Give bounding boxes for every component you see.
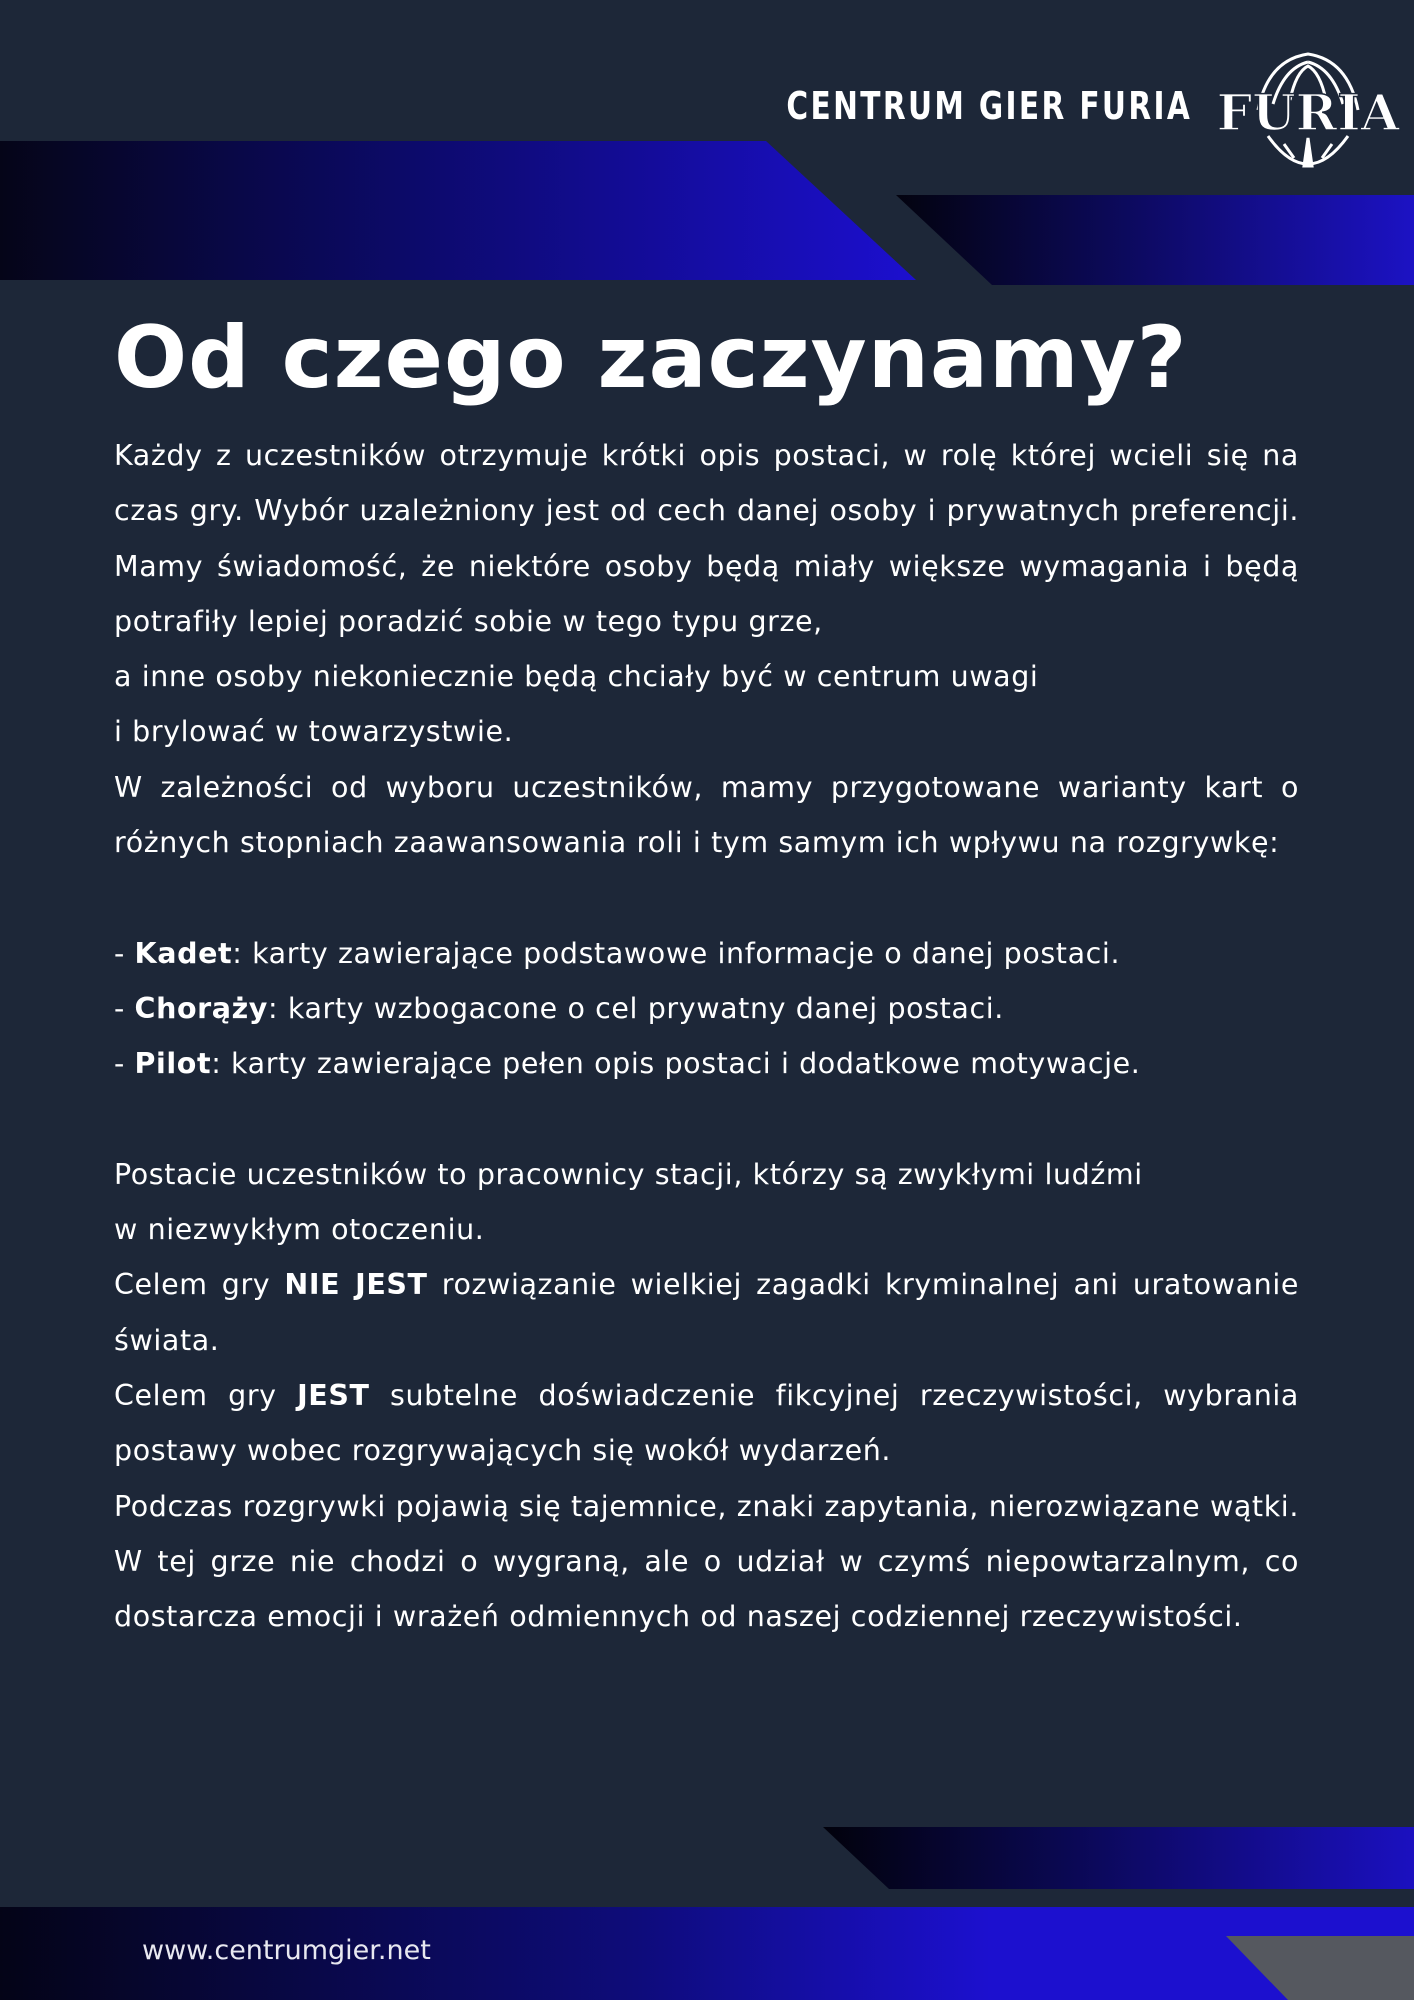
header-band-right (896, 195, 1414, 285)
header-band-left (0, 141, 916, 280)
header-brand-text: CENTRUM GIER FURIA (786, 84, 1192, 128)
paragraph-not-goal (114, 1257, 1299, 1368)
emphasis-nie-jest: NIE JEST (284, 1268, 428, 1302)
level-item-chorazy (114, 981, 1299, 1036)
paragraph-line: w niezwykłym otoczeniu. (114, 1213, 485, 1247)
paragraph-line: i brylować w towarzystwie. (114, 715, 514, 749)
furia-logo (1216, 48, 1400, 170)
paragraph-goal (114, 1368, 1299, 1479)
paragraph-line: a inne osoby niekoniecznie będą chciały być w centrum uwagi (114, 660, 1039, 694)
level-dash: - (114, 936, 135, 970)
footer-url-link[interactable]: www.centrumgier.net (142, 1935, 431, 1966)
spacer (114, 870, 1299, 925)
emphasis-jest: JEST (297, 1379, 370, 1413)
paragraph-gameplay: Podczas rozgrywki pojawią się tajemnice, znaki zapytania, nierozwiązane wątki. W tej grze nie chodzi o wygraną, ale o udział w czymś niepowtarzalnym, co dostarcza emocji i wrażeń odmiennych od naszej codziennej rzeczywistości. (114, 1489, 1299, 1634)
page-title: Od czego zaczynamy? (114, 308, 1188, 408)
bottom-band-right (823, 1827, 1414, 1889)
text-segment: Celem gry (114, 1268, 285, 1302)
level-name: Kadet (134, 936, 233, 970)
content-body (114, 428, 1299, 1645)
level-item-pilot (114, 1036, 1299, 1091)
paragraph-intro: Każdy z uczestników otrzymuje krótki opis postaci, w rolę której wcieli się na czas gry. Wybór uzależniony jest od cech danej osoby i prywatnych preferencji. Mamy świadomość, że niektóre osoby będą miały większe wymagania i będą potrafiły lepiej poradzić sobie w tego typu grze, (114, 439, 1299, 638)
text-segment: subtelne doświadczenie fikcyjnej rzeczywistości, wybrania postawy wobec rozgrywających się wokół wydarzeń. (114, 1379, 1299, 1468)
text-segment: Celem gry (114, 1379, 298, 1413)
level-name: Pilot (134, 1047, 212, 1081)
level-name: Chorąży (134, 991, 268, 1025)
paragraph-variants: W zależności od wyboru uczestników, mamy przygotowane warianty kart o różnych stopniach zaawansowania roli i tym samym ich wpływu na rozgrywkę: (114, 770, 1299, 860)
level-desc: : karty zawierające podstawowe informacje o danej postaci. (232, 936, 1121, 970)
level-desc: : karty wzbogacone o cel prywatny danej postaci. (268, 991, 1004, 1025)
level-item-kadet (114, 926, 1299, 981)
text-segment: rozwiązanie wielkiej zagadki kryminalnej ani uratowanie świata. (114, 1268, 1299, 1357)
level-dash: - (114, 1047, 135, 1081)
logo-text: FURIA (1216, 83, 1400, 142)
spacer (114, 1092, 1299, 1147)
paragraph-line: Postacie uczestników to pracownicy stacji, którzy są zwykłymi ludźmi (114, 1157, 1143, 1191)
level-desc: : karty zawierające pełen opis postaci i dodatkowe motywacje. (211, 1047, 1141, 1081)
level-dash: - (114, 991, 135, 1025)
